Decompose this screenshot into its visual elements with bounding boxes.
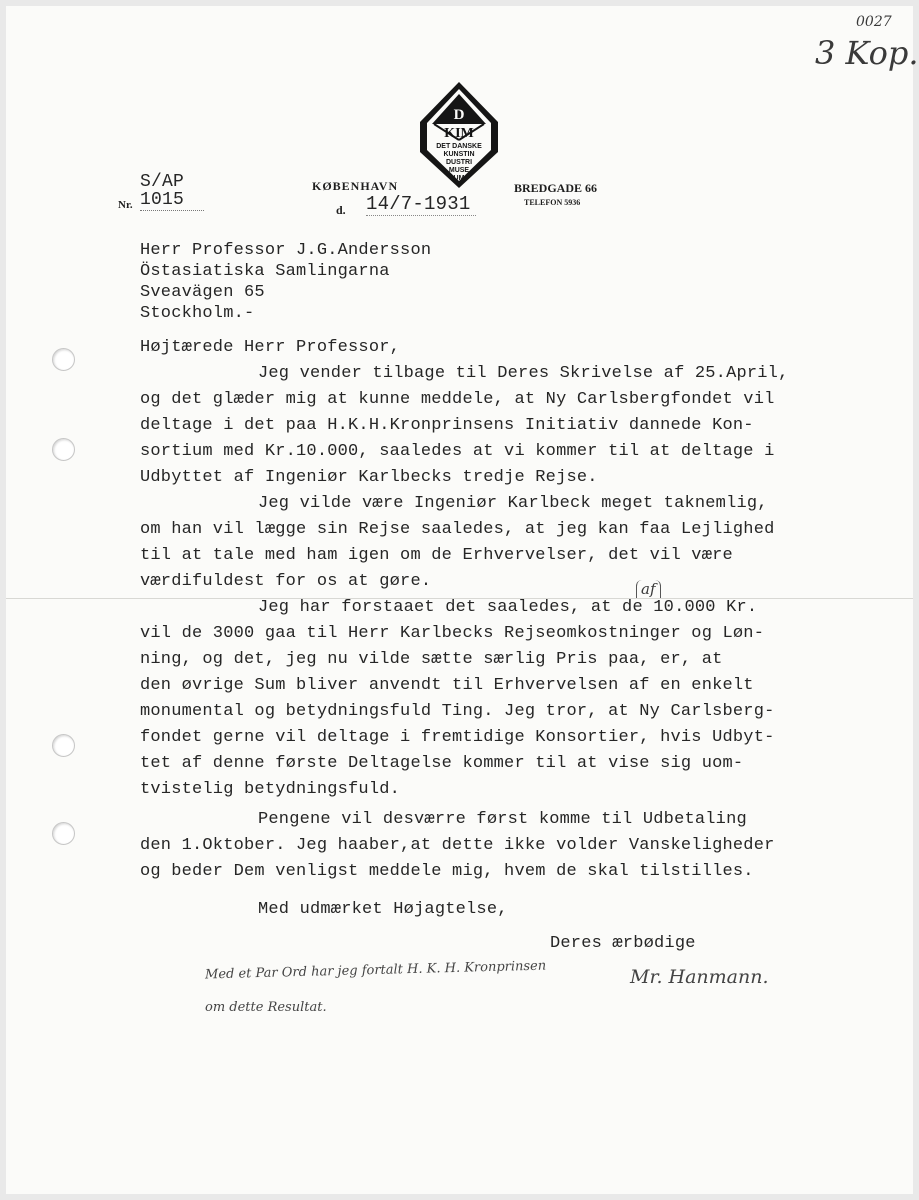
letter-date: 14/7-1931 xyxy=(366,193,476,216)
postscript-line: Med et Par Ord har jeg fortalt H. K. H. Kronprinsen xyxy=(204,958,547,983)
salutation: Højtærede Herr Professor, xyxy=(140,338,401,357)
postscript-line: om dette Resultat. xyxy=(205,1000,327,1015)
punch-hole xyxy=(52,734,75,757)
archive-number: 0027 xyxy=(856,14,892,30)
reference-number: 1015 xyxy=(140,190,204,211)
valediction: Deres ærbødige xyxy=(550,934,696,953)
body-line: om han vil lægge sin Rejse saaledes, at jeg kan faa Lejlighed xyxy=(140,520,775,539)
logo-text-line: DET DANSKE xyxy=(436,143,482,150)
telephone-number: TELEFON 5936 xyxy=(524,198,581,207)
number-prefix: Nr. xyxy=(118,199,133,211)
body-line: tvistelig betydningsfuld. xyxy=(140,780,401,799)
body-line: værdifuldest for os at gøre. xyxy=(140,572,432,591)
logo-text-line: MUSE xyxy=(448,167,470,174)
signature: Mr. Hanmann. xyxy=(630,966,769,988)
body-line: tet af denne første Deltagelse kommer til at vise sig uom- xyxy=(140,754,744,773)
logo-text-line: DUSTRI xyxy=(445,159,473,166)
date-prefix: d. xyxy=(336,203,346,217)
body-line: Udbyttet af Ingeniør Karlbecks tredje Rejse. xyxy=(140,468,598,487)
logo-monogram-top: D xyxy=(453,107,465,123)
closing-line: Med udmærket Højagtelse, xyxy=(258,900,508,919)
body-line: fondet gerne vil deltage i fremtidige Konsortier, hvis Udbyt- xyxy=(140,728,775,747)
inserted-word: af xyxy=(636,580,661,598)
body-line: Jeg vilde være Ingeniør Karlbeck meget taknemlig, xyxy=(258,494,768,513)
city-name: KØBENHAVN xyxy=(312,179,399,193)
logo-text-line: UM xyxy=(453,175,465,182)
body-line: til at tale med ham igen om de Erhvervelser, det vil være xyxy=(140,546,733,565)
body-line: og beder Dem venligst meddele mig, hvem de skal tilstilles. xyxy=(140,862,754,881)
punch-hole xyxy=(52,822,75,845)
body-line: deltage i det paa H.K.H.Kronprinsens Initiativ dannede Kon- xyxy=(140,416,754,435)
body-line: sortium med Kr.10.000, saaledes at vi kommer til at deltage i xyxy=(140,442,775,461)
logo-monogram-bottom: KIM xyxy=(444,126,474,141)
body-line: monumental og betydningsfuld Ting. Jeg tror, at Ny Carlsberg- xyxy=(140,702,775,721)
recipient-line: Herr Professor J.G.Andersson xyxy=(140,241,432,260)
recipient-line: Östasiatiska Samlingarna xyxy=(140,262,390,281)
recipient-line: Stockholm.- xyxy=(140,304,255,323)
body-line: Pengene vil desværre først komme til Udbetaling xyxy=(258,810,747,829)
body-line: vil de 3000 gaa til Herr Karlbecks Rejseomkostninger og Løn- xyxy=(140,624,765,643)
body-line: ning, og det, jeg nu vilde sætte særlig Pris paa, er, at xyxy=(140,650,723,669)
body-line: den 1.Oktober. Jeg haaber,at dette ikke volder Vanskeligheder xyxy=(140,836,775,855)
body-line: og det glæder mig at kunne meddele, at Ny Carlsbergfondet vil xyxy=(140,390,775,409)
street-address: BREDGADE 66 xyxy=(514,181,598,195)
body-line: Jeg vender tilbage til Deres Skrivelse af 25.April, xyxy=(258,364,789,383)
museum-logo xyxy=(418,80,500,190)
recipient-line: Sveavägen 65 xyxy=(140,283,265,302)
punch-hole xyxy=(52,438,75,461)
reference-code: S/AP xyxy=(140,172,185,192)
body-line: den øvrige Sum bliver anvendt til Erhvervelsen af en enkelt xyxy=(140,676,754,695)
copy-count-note: 3 Kop. xyxy=(815,34,919,72)
punch-hole xyxy=(52,348,75,371)
logo-text-line: KUNSTIN xyxy=(443,151,475,158)
body-line: Jeg har forstaaet det saaledes, at de 10.000 Kr. xyxy=(258,598,758,617)
